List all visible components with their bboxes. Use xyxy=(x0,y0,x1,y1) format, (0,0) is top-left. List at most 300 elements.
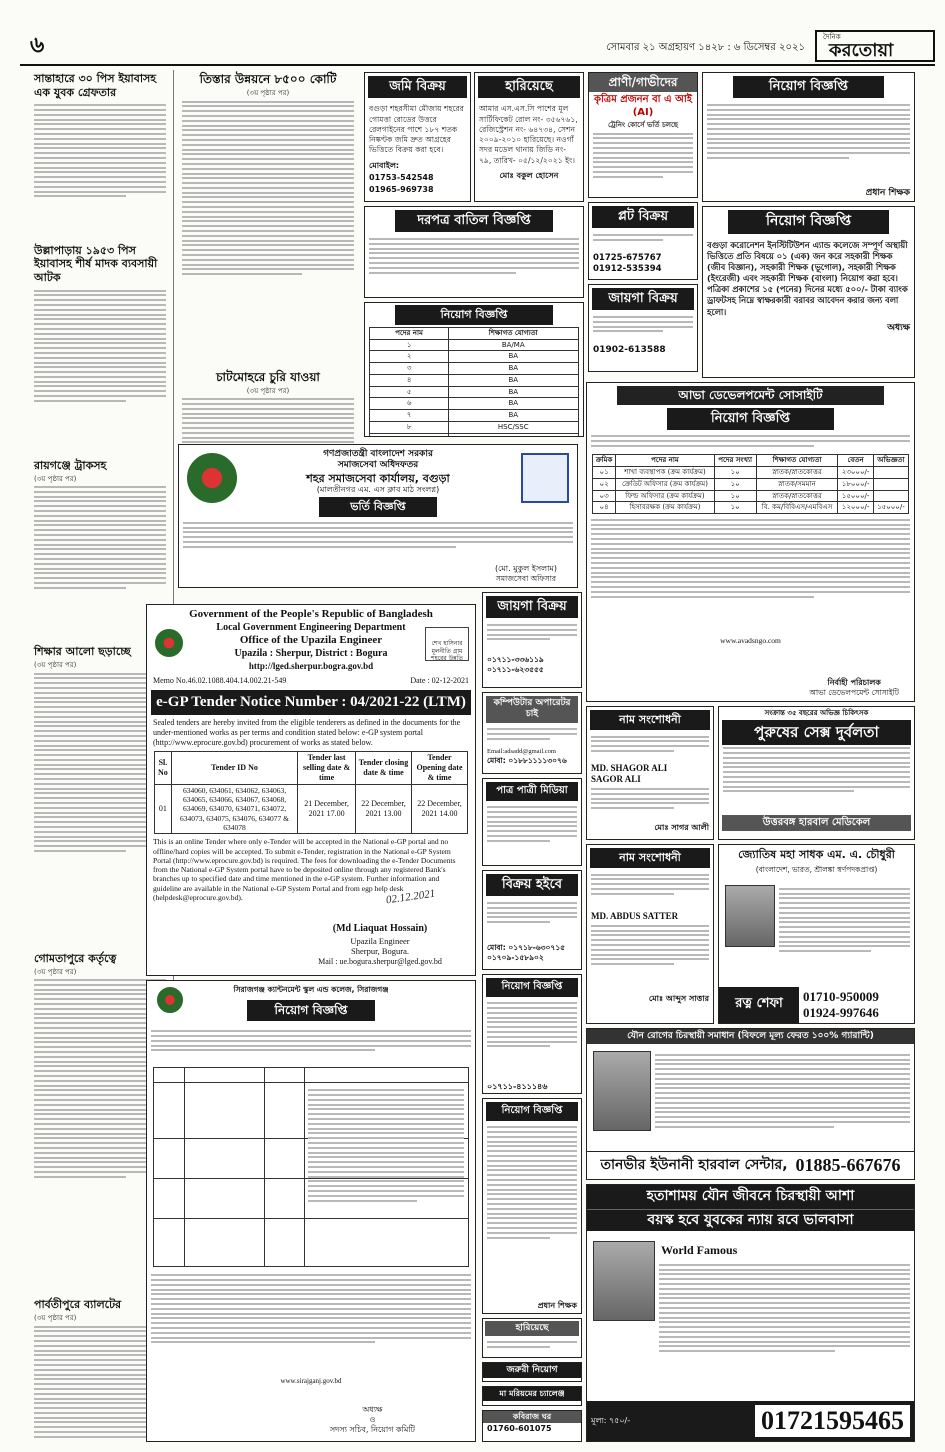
table-cell: শাখা ব্যবস্থাপক (ক্রম কার্যক্রম) xyxy=(616,467,714,479)
table-cell: BA xyxy=(448,374,578,386)
tagline-box: শেখ হাসিনার মূলনীতি গ্রাম শহরের উন্নতি xyxy=(425,627,469,661)
computer-operator-ad xyxy=(482,692,582,774)
recruit-notice-small-2 xyxy=(482,1098,582,1314)
lost-ad xyxy=(474,72,584,202)
text-lines xyxy=(659,1261,910,1355)
ad-body-lines xyxy=(587,922,713,992)
recruit-notice-top xyxy=(702,72,915,202)
ad-heading: মা মরিয়মের চ্যালেঞ্জ xyxy=(483,1387,581,1401)
signer-org: আভা ডেভেলপমেন্ট সোসাইটি xyxy=(809,687,899,697)
text-lines xyxy=(591,922,709,968)
office-line: Office of the Upazila Engineer xyxy=(239,634,383,647)
table-cell: ০৪ xyxy=(592,502,615,514)
name-english-2: SAGOR ALI xyxy=(591,774,641,784)
tender-table xyxy=(154,751,469,835)
recruit-table-body xyxy=(370,339,578,437)
posts-table xyxy=(153,1067,469,1267)
ad-heading: জায়গা বিক্রয় xyxy=(486,596,578,618)
phone-number: মোবা: ০১৮৮১১১১৩০৭৬ xyxy=(487,755,567,765)
bangladesh-emblem xyxy=(155,629,183,657)
ad-heading: নাম সংশোধনী xyxy=(590,848,710,868)
ad-body-lines xyxy=(365,235,583,295)
org-title: আভা ডেভেলপমেন্ট সোসাইটি xyxy=(617,386,884,405)
table-cell: ১৫০০০/- xyxy=(838,490,873,502)
table-cell: স্নাতক/সমমান xyxy=(756,478,838,490)
ava-society-recruit xyxy=(586,382,915,702)
matrimony-ad xyxy=(482,778,582,866)
text-lines xyxy=(591,785,709,812)
ad-body-lines xyxy=(703,101,914,186)
ad-signer: মোঃ আব্দুস সাত্তার xyxy=(648,994,709,1003)
name-change-notice-2 xyxy=(586,844,714,1024)
text-lines xyxy=(655,1051,910,1131)
signer-place: Sherpur, Bogura. xyxy=(351,946,409,957)
ad-body-lines xyxy=(147,1267,475,1377)
table-header-cell: Sl. No xyxy=(154,751,172,784)
table-header-cell: বেতন xyxy=(838,455,873,467)
table-cell: হিসাবরক্ষক (ক্রম কার্যক্রম) xyxy=(616,502,714,514)
story-jump: (৩য় পৃষ্ঠার পর) xyxy=(246,89,290,97)
ad-heading: হারিয়েছে xyxy=(485,1321,579,1336)
website: www.sirajganj.gov.bd xyxy=(280,1377,342,1386)
table-cell: ৭ xyxy=(370,410,448,422)
signer-title: অধ্যক্ষ xyxy=(362,1405,383,1414)
table-cell: ১ xyxy=(370,339,448,351)
brand-name: World Famous xyxy=(661,1243,738,1257)
table-header-cell: Tender closing date & time xyxy=(356,751,411,784)
herbal-footer xyxy=(587,1151,914,1179)
ad-heading: প্রাণী/গাভীদের xyxy=(589,73,697,92)
signer-name: (Md Liaquat Hossain) xyxy=(332,923,428,935)
government-seal xyxy=(187,453,237,503)
ad-body-lines xyxy=(483,899,581,943)
table-header-cell: Tender ID No xyxy=(172,751,298,784)
text-lines xyxy=(34,102,166,201)
ad-body: বগুড়া শহরসীমা মৌজায় শহরের গোমত্তা রোডের উত্তরে রেলগাইনের পাশে ১৮৭ শতক নিষ্কণ্টক জমি দ্রুত আগ্রহের ভিত্তিতে বিক্রয় করা হবে। xyxy=(369,104,464,155)
signature-block xyxy=(330,1405,415,1435)
table-cell: ৩ xyxy=(370,363,448,375)
phone-number: 01912-535394 xyxy=(593,263,662,274)
table-cell: ০২ xyxy=(592,478,615,490)
website: www.avadsngo.com xyxy=(720,636,781,645)
ad-heading: নিয়োগ বিজ্ঞপ্তি xyxy=(486,978,578,997)
ayurvedic-footer xyxy=(587,1401,914,1441)
herbal-clinic-ad xyxy=(718,706,915,840)
text-lines xyxy=(591,871,709,898)
table-header-cell: অভিজ্ঞতা xyxy=(873,455,908,467)
phone-label: মোবাইল: xyxy=(369,160,400,170)
table-row xyxy=(370,374,578,386)
signer-and: ও xyxy=(369,1415,376,1424)
email: Email:adsadd@gmail.com xyxy=(487,747,556,755)
ad-heading: প্লট বিক্রয় xyxy=(592,206,694,228)
ayurvedic-ad xyxy=(586,1184,915,1442)
ad-heading: জমি বিক্রয় xyxy=(368,76,467,98)
story-body xyxy=(30,102,170,242)
org-line: সিরাজগঞ্জ ক্যান্টনমেন্ট স্কুল এন্ড কলেজ, সিরাজগঞ্জ xyxy=(233,985,389,994)
land-place-ad xyxy=(588,284,698,372)
phone-number: 01924-997646 xyxy=(803,1005,879,1021)
table-cell: ৮ xyxy=(370,421,448,433)
ad-sub: বয়স্ক হবে যুবকের ন্যায় রবে ভালবাসা xyxy=(587,1209,914,1232)
dateline: সোমবার ২১ অগ্রহায়ণ ১৪২৮ : ৬ ডিসেম্বর ২০২১ xyxy=(606,42,805,53)
table-cell: BA xyxy=(448,386,578,398)
phone-number: 01760-601075 xyxy=(487,1424,552,1433)
dept-line: Local Government Engineering Department xyxy=(216,621,406,633)
ad-signer: প্রধান শিক্ষক xyxy=(537,1300,577,1310)
land-sale-ad xyxy=(364,72,471,202)
coronation-college-recruit xyxy=(702,206,915,378)
table-cell: ক্রেডিট অফিসার (ক্রম কার্যক্রম) xyxy=(616,478,714,490)
text-lines xyxy=(487,621,577,643)
story-body xyxy=(30,287,170,457)
table-cell: ৫ xyxy=(370,386,448,398)
table-cell: BA xyxy=(448,410,578,422)
table-cell: ১৫০০০/- xyxy=(873,502,908,514)
shop-name: রত্ন শেফা xyxy=(719,987,799,1023)
org-line: শহর সমাজসেবা কার্যালয়, বগুড়া xyxy=(306,471,450,485)
ad-heading: ভর্তি বিজ্ঞপ্তি xyxy=(319,497,437,517)
land-sale-ad-2 xyxy=(482,592,582,688)
story-title: চাটমোহরে চুরি যাওয়া xyxy=(216,369,320,384)
table-row xyxy=(154,784,468,834)
ma-mariam-ad xyxy=(482,1386,582,1406)
text-lines xyxy=(151,1027,471,1054)
table-row xyxy=(592,478,908,490)
ad-heading: দরপত্র বাতিল বিজ্ঞপ্তি xyxy=(395,210,553,232)
table-cell: BA xyxy=(448,363,578,375)
table-row xyxy=(370,421,578,433)
ad-signer: মোঃ বকুল হোসেন xyxy=(499,170,559,180)
text-lines xyxy=(487,899,577,926)
text-lines xyxy=(151,1271,471,1346)
ad-heading: কম্পিউটার অপারেটর চাই xyxy=(486,696,578,723)
text-lines xyxy=(707,101,910,161)
ad-body: কৃত্রিম প্রজনন বা এ আই (AI) xyxy=(594,94,692,118)
table-cell: 634060, 634061, 634062, 634063, 634065, 634066, 634067, 634068, 634069, 634070, 634071, 634072, 634073, 634075, 634076, 634077 & 634078 xyxy=(172,784,298,834)
ad-body-lines xyxy=(483,1124,581,1299)
table-cell: BA xyxy=(448,351,578,363)
text-lines xyxy=(183,519,573,551)
signature-block xyxy=(305,923,455,967)
table-cell: ১০ xyxy=(714,502,756,514)
phone-number: 01885-667676 xyxy=(795,1155,901,1176)
ad-heading: নিয়োগ বিজ্ঞপ্তি xyxy=(733,76,884,98)
tender-heading: e-GP Tender Notice Number : 04/2021-22 (LTM) xyxy=(151,690,471,715)
signature-block xyxy=(495,564,557,583)
table-header-cell: শিক্ষাগত যোগ্যতা xyxy=(756,455,838,467)
phone-number: 01725-675767 xyxy=(593,253,662,264)
text-lines xyxy=(487,1000,577,1051)
newspaper-logo xyxy=(815,30,935,62)
fee: মূল্য: ৭৫০/- xyxy=(591,1416,631,1425)
product-photo xyxy=(593,1051,651,1131)
phone-number: ০১৭১১-৪১১১৪৬ xyxy=(487,1081,548,1091)
table-cell xyxy=(370,433,448,437)
ad-body-lines xyxy=(587,871,713,911)
ad-heading: পাত্র পাত্রী মিডিয়া xyxy=(486,782,578,801)
tender-note: This is an online Tender where only e-Tender will be accepted in the National e-GP portal and no offline/hard copies will be accepted. To submit e-Tender, registration in the National e-GP System Portal (http://www.eprocure.gov.bd) is required. The fees for downloading the e-Tender Documents from the National e-GP System portal have to be deposited online through any registered Bank's branches up to specified date and time mentioned in the e-GP system. Further information and guideline are available in the National e-GP System Portal and from egp help desk (helpdesk@eprocure.gov.bd). xyxy=(153,837,456,902)
ad-body-lines xyxy=(779,885,910,981)
ad-body-lines xyxy=(655,1051,910,1149)
center-name: তানভীর ইউনানী হারবাল সেন্টার, xyxy=(600,1156,788,1173)
ad-body-lines xyxy=(587,733,713,763)
table-cell: HSC/SSC xyxy=(448,421,578,433)
table-row xyxy=(370,339,578,351)
memo-date: Date : 02-12-2021 xyxy=(410,675,469,685)
ad-body-lines xyxy=(483,804,581,864)
recruit-table xyxy=(369,327,578,437)
name-change-notice xyxy=(586,706,714,840)
recruit-table-notice xyxy=(364,302,584,437)
ad-heading: নিয়োগ বিজ্ঞপ্তি xyxy=(247,1000,375,1021)
plot-sale-ad xyxy=(588,202,698,280)
signer-title: Upazila Engineer xyxy=(350,935,410,946)
urgent-recruit-ad xyxy=(482,1362,582,1382)
signer-name: (মো. মুকুল ইসলাম) xyxy=(494,563,557,573)
table-header-cell: পদের নাম xyxy=(616,455,714,467)
ad-body-lines xyxy=(659,1261,910,1391)
ad-body-lines xyxy=(587,785,713,821)
table-row xyxy=(370,363,578,375)
social-services-admission xyxy=(178,444,578,588)
text-lines xyxy=(487,726,577,743)
text-lines xyxy=(593,130,693,181)
org-line: সমাজসেবা অধিদফতর xyxy=(337,460,419,471)
table-header-row xyxy=(592,455,908,467)
astro-phones xyxy=(799,987,914,1023)
table-cell xyxy=(873,490,908,502)
phone-number: মোবা: ০১৭১৮-৬৩০৭১৫ xyxy=(487,943,566,953)
signer-title: নির্বাহী পরিচালক xyxy=(827,677,881,687)
text-lines xyxy=(723,745,910,796)
recruit-notice-small xyxy=(482,974,582,1094)
ad-body-lines xyxy=(587,432,914,452)
table-cell: ৪ xyxy=(370,374,448,386)
ad-sub: (বাংলাদেশ, ভারত, শ্রীলঙ্কা স্বর্ণপদকপ্রাপ্ত) xyxy=(755,864,878,874)
table-cell: 22 December, 2021 14.00 xyxy=(411,784,468,834)
name-english: MD. ABDUS SATTER xyxy=(591,910,679,921)
text-lines xyxy=(369,235,579,276)
table-header-cell: পদের সংখ্যা xyxy=(714,455,756,467)
address-line: Upazila : Sherpur, District : Bogura xyxy=(234,648,388,659)
text-lines xyxy=(779,885,910,955)
ad-heading: নিয়োগ বিজ্ঞপ্তি xyxy=(395,305,553,325)
ad-body-lines xyxy=(587,516,914,636)
story-jump: (৩য় পৃষ্ঠার পর) xyxy=(34,967,77,976)
ad-body-lines xyxy=(589,231,697,253)
text-lines xyxy=(487,804,577,845)
table-header-row xyxy=(154,751,468,784)
gov-line: Government of the People's Republic of Bangladesh xyxy=(189,608,433,620)
table-cell: 22 December, 2021 13.00 xyxy=(356,784,411,834)
story-title: শিক্ষার আলো ছড়াচ্ছে xyxy=(34,645,131,659)
ad-body-lines xyxy=(483,726,581,748)
clinic-name: উত্তরবঙ্গ হারবাল মেডিকেল xyxy=(722,815,911,832)
page-number: ৬ xyxy=(30,32,45,58)
table-cell: স্নাতক/স্নাতকোত্তর xyxy=(756,467,838,479)
text-lines xyxy=(593,231,693,243)
story-jump: (৩য় পৃষ্ঠার পর) xyxy=(34,474,77,483)
phone-number: 01721595465 xyxy=(755,1405,910,1438)
table-cell: ফিল্ড অফিসার (ক্রম কার্যক্রম) xyxy=(616,490,714,502)
ad-heading: বিক্রয় হইবে xyxy=(486,874,578,896)
ad-body-lines xyxy=(589,130,697,198)
org-line: গণপ্রজাতন্ত্রী বাংলাদেশ সরকার xyxy=(323,449,433,459)
ad-heading: পুরুষের সেক্স দুর্বলতা xyxy=(722,720,911,745)
text-lines xyxy=(308,1086,464,1204)
signer-email: Mail : ue.bogura.sherpur@lged.gov.bd xyxy=(318,957,442,966)
memo-number: Memo No.46.02.1088.404.14.002.21-549 xyxy=(153,675,287,685)
table-cell: ১০ xyxy=(714,467,756,479)
table-row xyxy=(370,433,578,437)
table-row xyxy=(592,467,908,479)
astro-footer xyxy=(719,987,914,1023)
story-jump: (৩য় পৃষ্ঠার পর) xyxy=(34,1314,77,1322)
text-lines xyxy=(487,1338,577,1350)
table-cell xyxy=(448,433,578,437)
table-header-cell: Tender Opening date & time xyxy=(411,751,468,784)
phone-number: ০১৭১১-৩৩৬১১৯ xyxy=(487,655,544,665)
signer-title: সমাজসেবা অফিসার xyxy=(495,573,557,583)
table-header-cell: পদের নাম xyxy=(370,327,448,339)
ad-heading: জায়গা বিক্রয় xyxy=(592,288,694,310)
table-row xyxy=(370,386,578,398)
ad-body: বগুড়া করোনেশন ইনস্টিটিউশন এ্যান্ড কলেজে সম্পূর্ণ অস্থায়ী ভিত্তিতে প্রতি বিষয়ে ০১ (এক) জন করে সহকারী শিক্ষক (জীব বিজ্ঞান), সহকারী শিক্ষক (ভূগোল), সহকারী শিক্ষক (ইংরেজী) এবং সহকারী শিক্ষক (বাংলা) নিয়োগ করা হবে। পত্রিকা প্রকাশের ১৫ (পনের) দিনের মধ্যে ৫০০/- টাকা ব্যাংক ড্রাফটসহ নিম্নে স্বাক্ষরকারী বরাবর আবেদন করার জন্য বলা হলো। xyxy=(707,239,908,317)
table-cell: ১০ xyxy=(714,478,756,490)
phone-number: 01965-969738 xyxy=(369,184,434,194)
table-cell: স্নাতক/স্নাতকোত্তর xyxy=(756,490,838,502)
table-header-cell: শিক্ষাগত যোগ্যতা xyxy=(448,327,578,339)
table-row xyxy=(370,351,578,363)
tanvir-herbal-ad xyxy=(586,1028,915,1180)
logo-name: করতোয়া xyxy=(829,40,894,61)
story-title: গোমতাপুরে কর্তৃত্বে xyxy=(34,951,117,965)
ad-body-lines xyxy=(483,621,581,655)
astrologer-ad xyxy=(718,844,915,1024)
table-cell: ২৩০০০/- xyxy=(838,467,873,479)
logo-tag: দৈনিক xyxy=(823,33,841,41)
text-lines xyxy=(593,313,693,335)
ad-body-lines xyxy=(483,1000,581,1080)
text-lines xyxy=(591,516,910,600)
handwritten-signature: 02.12.2021 xyxy=(384,887,436,907)
social-services-logo xyxy=(521,453,569,503)
ad-heading: নিয়োগ বিজ্ঞপ্তি xyxy=(667,408,834,430)
story-title: উল্লাপাড়ায় ১৯৫৩ পিস ইয়াবাসহ শীর্ষ মাদক ব্যবসায়ী আটক xyxy=(34,243,158,284)
table-cell: ১০ xyxy=(714,490,756,502)
story-jump: (৩য় পৃষ্ঠার পর) xyxy=(34,661,77,669)
ad-signer: অধ্যক্ষ xyxy=(887,322,910,333)
table-header-row xyxy=(370,327,578,339)
text-lines xyxy=(182,98,354,278)
signer-title-2: সদস্য সচিব, নিয়োগ কমিটি xyxy=(329,1425,415,1434)
story-title: তিস্তার উন্নয়নে ৮৫০০ কোটি xyxy=(199,72,337,86)
table-cell: বি. কম/বিবিএস/এমবিএস xyxy=(756,502,838,514)
phone-number: 01753-542548 xyxy=(369,172,434,182)
table-cell xyxy=(873,467,908,479)
ad-body-lines xyxy=(179,519,577,559)
lost-ad-2 xyxy=(482,1318,582,1358)
tender-intro: Sealed tenders are hereby invited from the eligible tenderers as defined in the documents for the under-mentioned works as per terms and condition stated below: e-GP system portal (http://www.eprocure.gov.bd) procurement of works as stated below. xyxy=(153,717,461,747)
masthead xyxy=(20,30,935,66)
signature-block xyxy=(809,678,899,697)
ad-signer: মোঃ সাগর আলী xyxy=(654,823,709,833)
org-line: (মালতীনগর এম. এস ক্লাব মাঠ সংলগ্ন) xyxy=(316,485,440,495)
text-lines xyxy=(34,287,166,405)
table-cell: ০৩ xyxy=(592,490,615,502)
ad-body-lines xyxy=(719,745,914,815)
table-header-cell: ক্রমিক xyxy=(592,455,615,467)
ad-heading: জরুরী নিয়োগ xyxy=(483,1363,581,1378)
name-english: MD. SHAGOR ALI xyxy=(591,762,668,773)
kabiraj-ad xyxy=(482,1410,582,1442)
ad-top-line: সংক্রান্ত ৩৫ বছরের অভিজ্ঞ চিকিৎসক xyxy=(764,709,869,717)
astrologer-photo xyxy=(725,885,775,947)
tender-cancel-notice xyxy=(364,206,584,298)
story-title: সান্তাহারে ৩০ পিস ইয়াবাসহ এক যুবক গ্রেফতার xyxy=(34,72,157,99)
doctor-photo xyxy=(593,1241,655,1321)
school-logo xyxy=(157,987,183,1013)
table-row xyxy=(592,490,908,502)
ad-heading: জ্যোতিষ মহা সাধক এম. এ. চৌধুরী xyxy=(738,848,895,861)
table-cell: ১৮০০০/- xyxy=(838,478,873,490)
ad-heading: নিয়োগ বিজ্ঞপ্তি xyxy=(486,1102,578,1121)
story-title: পার্বতীপুরে ব্যালটের xyxy=(34,1298,122,1312)
for-sale-ad xyxy=(482,870,582,970)
table-cell: ২ xyxy=(370,351,448,363)
ad-body-lines xyxy=(147,1027,475,1067)
ad-heading: যৌন রোগের চিরস্থায়ী সমাধান (বিফলে মূল্য ফেরত ১০০% গ্যারান্টি) xyxy=(587,1029,914,1044)
cantonment-school-recruit xyxy=(146,980,476,1442)
ad-signer: প্রধান শিক্ষক xyxy=(865,188,910,199)
ad-sub: ট্রেনিং কোর্সে ভর্তি চলছে xyxy=(607,121,679,129)
story-body xyxy=(178,98,358,368)
story-title: রায়গঞ্জে ট্রাকসহ xyxy=(34,458,107,472)
table-cell: BA/MA xyxy=(448,339,578,351)
phone-number: 01710-950009 xyxy=(803,989,879,1004)
ad-heading: হতাশাময় যৌন জীবনে চিরস্থায়ী আশা xyxy=(587,1185,914,1209)
ad-body: আমার এস.এস.সি পাশের মূল সার্টিফিকেট রোল নং- ৩৫৬৭৬১, রেজিস্ট্রেশন নং- ৬৪৭৩৪, সেশন ২০০৯-২০১০ হারিয়েছে। নওগাঁ সদর মডেল থানায় জিডি নং- ৭৯, তারিখ- ০৫/১২/২০২১ ইং। xyxy=(479,104,578,165)
table-cell: 01 xyxy=(154,784,172,834)
ava-table-body xyxy=(592,467,908,514)
table-header-cell: Tender last selling date & time xyxy=(297,751,356,784)
text-lines xyxy=(487,1124,577,1242)
text-lines xyxy=(591,733,709,755)
memo-row xyxy=(147,672,475,690)
text-lines xyxy=(34,483,166,591)
ad-body-lines xyxy=(589,313,697,343)
ava-table xyxy=(592,454,909,514)
text-lines xyxy=(591,432,910,449)
ad-heading: হারিয়েছে xyxy=(478,76,580,98)
table-cell: ১২০০০/- xyxy=(838,502,873,514)
table-cell: BA xyxy=(448,398,578,410)
ad-heading: কবিরাজ ঘর xyxy=(483,1411,581,1423)
table-cell xyxy=(873,478,908,490)
ad-heading: নাম সংশোধনী xyxy=(590,710,710,730)
phone-number: 01902-613588 xyxy=(593,345,666,356)
table-cell: ০১ xyxy=(592,467,615,479)
website: http://lged.sherpur.bogra.gov.bd xyxy=(248,660,374,671)
ad-heading: নিয়োগ বিজ্ঞপ্তি xyxy=(728,210,889,234)
ai-training-ad xyxy=(588,72,698,198)
phone-number: ০১৭১১-৬২৩৫৫৫ xyxy=(487,664,544,674)
table-cell: ৬ xyxy=(370,398,448,410)
table-row xyxy=(370,410,578,422)
table-cell: 21 December, 2021 17.00 xyxy=(297,784,356,834)
ad-body-lines xyxy=(483,1338,581,1352)
